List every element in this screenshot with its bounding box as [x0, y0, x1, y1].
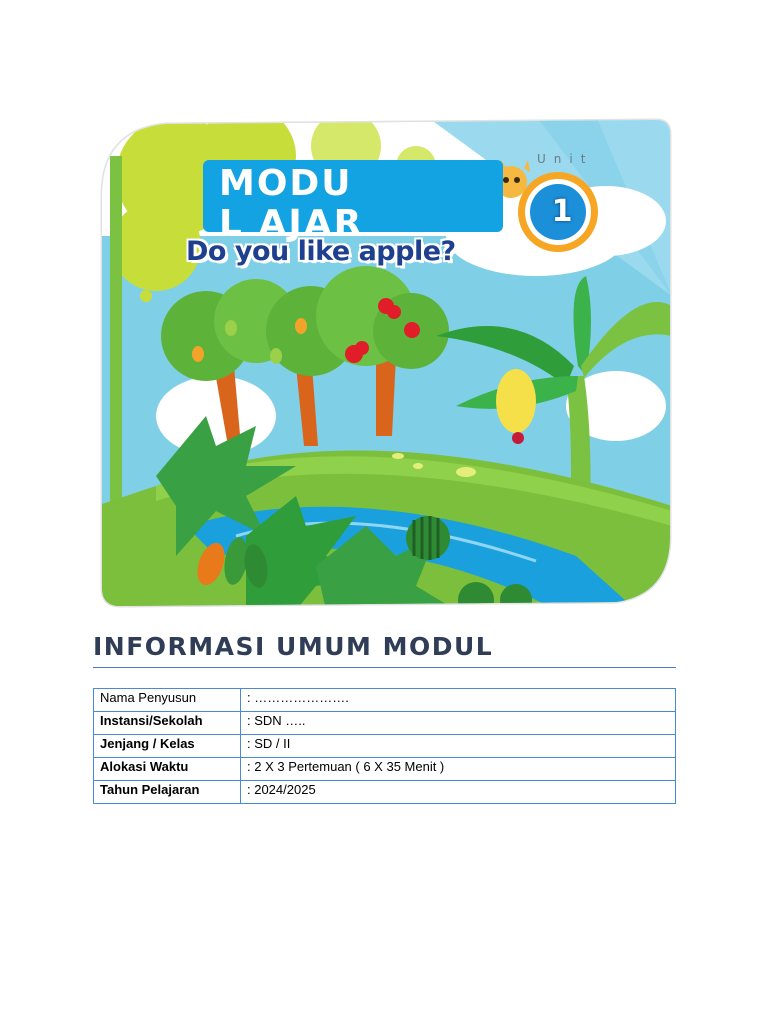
unit-number: 1 [551, 194, 573, 229]
row-value: : SDN ….. [241, 712, 676, 735]
cover-title: MODUL AJAR [219, 163, 364, 244]
cover-subtitle: Do you like apple? [186, 236, 456, 267]
row-label: Instansi/Sekolah [94, 712, 241, 735]
table-row [94, 781, 676, 804]
table-row [94, 689, 676, 712]
table-row [94, 712, 676, 735]
unit-label: Unit [537, 152, 594, 166]
table-row [94, 735, 676, 758]
cover-title-box [203, 160, 503, 244]
row-value: : …………………. [241, 689, 676, 712]
cover-illustration [96, 116, 672, 610]
heading-divider [93, 667, 676, 668]
table-row [94, 758, 676, 781]
section-heading: INFORMASI UMUM MODUL [93, 632, 494, 661]
row-value: : 2024/2025 [241, 781, 676, 804]
row-label: Jenjang / Kelas [94, 735, 241, 758]
row-label: Alokasi Waktu [94, 758, 241, 781]
row-value: : 2 X 3 Pertemuan ( 6 X 35 Menit ) [241, 758, 676, 781]
row-label: Tahun Pelajaran [94, 781, 241, 804]
row-label: Nama Penyusun [94, 689, 241, 712]
info-table [93, 688, 676, 804]
row-value: : SD / II [241, 735, 676, 758]
